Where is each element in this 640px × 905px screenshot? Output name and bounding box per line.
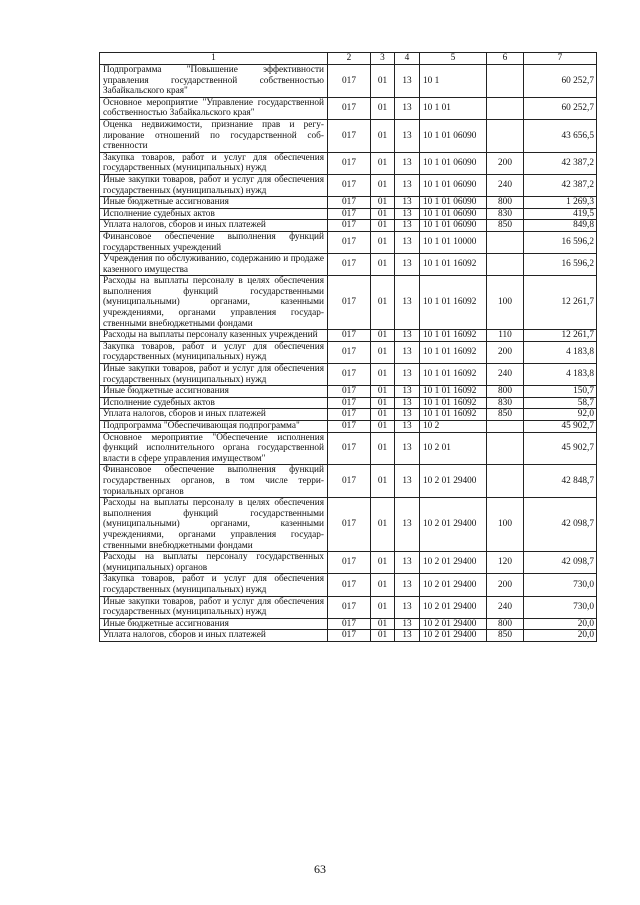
expense-type-cell <box>487 421 524 433</box>
subsection-code-cell: 13 <box>395 364 420 386</box>
target-article-cell: 10 1 01 06090 <box>420 220 487 232</box>
table-row <box>100 386 597 398</box>
section-code-cell: 01 <box>371 119 395 152</box>
expense-type-cell: 850 <box>487 409 524 421</box>
subsection-code-cell: 13 <box>395 197 420 209</box>
target-article-cell: 10 1 <box>420 65 487 98</box>
section-code-cell: 01 <box>371 574 395 596</box>
amount-cell: 16 596,2 <box>524 254 597 276</box>
amount-cell: 42 387,2 <box>524 174 597 196</box>
expense-type-cell: 100 <box>487 276 524 330</box>
expense-name-cell: Оценка недвижимости, признание прав и регулирование отношений по государственной собственности <box>100 119 328 152</box>
expense-name-cell: Расходы на выплаты персоналу государственных (муниципальных) органов <box>100 552 328 574</box>
expense-name-cell: Основное мероприятие "Обеспечение исполнения функций исполнительного органа государственной власти в сфере управления имуществом" <box>100 432 328 465</box>
subsection-code-cell: 13 <box>395 421 420 433</box>
amount-cell: 12 261,7 <box>524 330 597 342</box>
column-header: 5 <box>420 53 487 65</box>
ministry-code-cell: 017 <box>328 397 371 409</box>
subsection-code-cell: 13 <box>395 596 420 618</box>
amount-cell: 92,0 <box>524 409 597 421</box>
target-article-cell: 10 2 01 29400 <box>420 630 487 642</box>
ministry-code-cell: 017 <box>328 119 371 152</box>
subsection-code-cell: 13 <box>395 465 420 498</box>
expense-type-cell: 850 <box>487 220 524 232</box>
expense-name-cell: Иные бюджетные ассигнования <box>100 618 328 630</box>
subsection-code-cell: 13 <box>395 152 420 174</box>
amount-cell: 20,0 <box>524 630 597 642</box>
table-row <box>100 618 597 630</box>
target-article-cell: 10 1 01 10000 <box>420 231 487 253</box>
ministry-code-cell: 017 <box>328 254 371 276</box>
expense-name-cell: Иные закупки товаров, работ и услуг для обеспечения государственных (муниципальных) нужд <box>100 596 328 618</box>
table-row <box>100 220 597 232</box>
subsection-code-cell: 13 <box>395 341 420 363</box>
expense-type-cell <box>487 432 524 465</box>
expense-type-cell: 830 <box>487 397 524 409</box>
expense-name-cell: Иные закупки товаров, работ и услуг для обеспечения государственных (муниципальных) нужд <box>100 364 328 386</box>
section-code-cell: 01 <box>371 409 395 421</box>
amount-cell: 42 848,7 <box>524 465 597 498</box>
target-article-cell: 10 1 01 06090 <box>420 119 487 152</box>
subsection-code-cell: 13 <box>395 574 420 596</box>
table-row <box>100 208 597 220</box>
amount-cell: 58,7 <box>524 397 597 409</box>
expense-type-cell <box>487 254 524 276</box>
table-row <box>100 330 597 342</box>
target-article-cell: 10 2 01 29400 <box>420 596 487 618</box>
expense-type-cell: 800 <box>487 197 524 209</box>
subsection-code-cell: 13 <box>395 231 420 253</box>
amount-cell: 150,7 <box>524 386 597 398</box>
subsection-code-cell: 13 <box>395 498 420 552</box>
table-row <box>100 397 597 409</box>
section-code-cell: 01 <box>371 341 395 363</box>
table-row <box>100 152 597 174</box>
target-article-cell: 10 1 01 06090 <box>420 152 487 174</box>
ministry-code-cell: 017 <box>328 208 371 220</box>
section-code-cell: 01 <box>371 364 395 386</box>
section-code-cell: 01 <box>371 432 395 465</box>
expense-name-cell: Закупка товаров, работ и услуг для обеспечения государственных (муниципальных) нужд <box>100 574 328 596</box>
expense-name-cell: Финансовое обеспечение выполнения функций государственных органов, в том числе территориальных органов <box>100 465 328 498</box>
expense-name-cell: Уплата налогов, сборов и иных платежей <box>100 220 328 232</box>
expense-name-cell: Исполнение судебных актов <box>100 397 328 409</box>
expense-type-cell <box>487 465 524 498</box>
column-header: 7 <box>524 53 597 65</box>
table-row <box>100 65 597 98</box>
subsection-code-cell: 13 <box>395 432 420 465</box>
expense-type-cell: 110 <box>487 330 524 342</box>
ministry-code-cell: 017 <box>328 364 371 386</box>
table-row <box>100 276 597 330</box>
amount-cell: 20,0 <box>524 618 597 630</box>
ministry-code-cell: 017 <box>328 552 371 574</box>
subsection-code-cell: 13 <box>395 208 420 220</box>
amount-cell: 42 387,2 <box>524 152 597 174</box>
amount-cell: 16 596,2 <box>524 231 597 253</box>
amount-cell: 4 183,8 <box>524 341 597 363</box>
ministry-code-cell: 017 <box>328 65 371 98</box>
expense-name-cell: Иные закупки товаров, работ и услуг для обеспечения государственных (муниципальных) нужд <box>100 174 328 196</box>
section-code-cell: 01 <box>371 152 395 174</box>
section-code-cell: 01 <box>371 208 395 220</box>
subsection-code-cell: 13 <box>395 97 420 119</box>
section-code-cell: 01 <box>371 630 395 642</box>
subsection-code-cell: 13 <box>395 174 420 196</box>
expense-name-cell: Подпрограмма "Обеспечивающая подпрограмма" <box>100 421 328 433</box>
section-code-cell: 01 <box>371 220 395 232</box>
subsection-code-cell: 13 <box>395 65 420 98</box>
subsection-code-cell: 13 <box>395 397 420 409</box>
expense-type-cell: 200 <box>487 574 524 596</box>
ministry-code-cell: 017 <box>328 276 371 330</box>
expense-name-cell: Подпрограмма "Повышение эффективности управления государственной собственностью Забайкальского края" <box>100 65 328 98</box>
amount-cell: 730,0 <box>524 574 597 596</box>
section-code-cell: 01 <box>371 97 395 119</box>
ministry-code-cell: 017 <box>328 97 371 119</box>
subsection-code-cell: 13 <box>395 409 420 421</box>
target-article-cell: 10 1 01 16092 <box>420 254 487 276</box>
table-row <box>100 465 597 498</box>
column-header: 1 <box>100 53 328 65</box>
target-article-cell: 10 1 01 16092 <box>420 276 487 330</box>
expense-type-cell <box>487 97 524 119</box>
expense-name-cell: Основное мероприятие "Управление государственной собственностью Забайкальского края" <box>100 97 328 119</box>
expense-type-cell: 240 <box>487 596 524 618</box>
subsection-code-cell: 13 <box>395 119 420 152</box>
ministry-code-cell: 017 <box>328 231 371 253</box>
table-row <box>100 174 597 196</box>
target-article-cell: 10 1 01 16092 <box>420 364 487 386</box>
ministry-code-cell: 017 <box>328 386 371 398</box>
table-row <box>100 119 597 152</box>
table-row <box>100 341 597 363</box>
expense-type-cell: 850 <box>487 630 524 642</box>
expense-type-cell: 240 <box>487 364 524 386</box>
ministry-code-cell: 017 <box>328 421 371 433</box>
ministry-code-cell: 017 <box>328 330 371 342</box>
expense-name-cell: Расходы на выплаты персоналу казенных учреждений <box>100 330 328 342</box>
expense-type-cell: 800 <box>487 386 524 398</box>
ministry-code-cell: 017 <box>328 174 371 196</box>
section-code-cell: 01 <box>371 552 395 574</box>
section-code-cell: 01 <box>371 231 395 253</box>
target-article-cell: 10 1 01 16092 <box>420 397 487 409</box>
table-row <box>100 197 597 209</box>
target-article-cell: 10 1 01 16092 <box>420 330 487 342</box>
target-article-cell: 10 2 01 <box>420 432 487 465</box>
section-code-cell: 01 <box>371 397 395 409</box>
section-code-cell: 01 <box>371 386 395 398</box>
table-row <box>100 409 597 421</box>
expense-type-cell: 800 <box>487 618 524 630</box>
expense-type-cell: 120 <box>487 552 524 574</box>
expense-name-cell: Иные бюджетные ассигнования <box>100 197 328 209</box>
column-header: 2 <box>328 53 371 65</box>
header-row <box>100 53 597 65</box>
expense-type-cell <box>487 231 524 253</box>
table-row <box>100 498 597 552</box>
column-header: 6 <box>487 53 524 65</box>
expense-name-cell: Финансовое обеспечение выполнения функций государственных учреждений <box>100 231 328 253</box>
subsection-code-cell: 13 <box>395 618 420 630</box>
ministry-code-cell: 017 <box>328 618 371 630</box>
expense-name-cell: Закупка товаров, работ и услуг для обеспечения государственных (муниципальных) нужд <box>100 341 328 363</box>
table-body <box>100 65 597 642</box>
column-header: 4 <box>395 53 420 65</box>
table-row <box>100 574 597 596</box>
table-row <box>100 97 597 119</box>
amount-cell: 4 183,8 <box>524 364 597 386</box>
ministry-code-cell: 017 <box>328 432 371 465</box>
table-row <box>100 432 597 465</box>
target-article-cell: 10 1 01 16092 <box>420 341 487 363</box>
amount-cell: 42 098,7 <box>524 552 597 574</box>
ministry-code-cell: 017 <box>328 409 371 421</box>
ministry-code-cell: 017 <box>328 341 371 363</box>
amount-cell: 45 902,7 <box>524 421 597 433</box>
page-number: 63 <box>314 862 326 876</box>
section-code-cell: 01 <box>371 618 395 630</box>
section-code-cell: 01 <box>371 254 395 276</box>
section-code-cell: 01 <box>371 276 395 330</box>
table-row <box>100 231 597 253</box>
amount-cell: 419,5 <box>524 208 597 220</box>
section-code-cell: 01 <box>371 498 395 552</box>
ministry-code-cell: 017 <box>328 197 371 209</box>
section-code-cell: 01 <box>371 465 395 498</box>
expense-type-cell: 200 <box>487 341 524 363</box>
table-row <box>100 421 597 433</box>
target-article-cell: 10 2 01 29400 <box>420 574 487 596</box>
target-article-cell: 10 1 01 16092 <box>420 386 487 398</box>
expense-name-cell: Учреждения по обслуживанию, содержанию и продаже казенного имущества <box>100 254 328 276</box>
ministry-code-cell: 017 <box>328 152 371 174</box>
table-row <box>100 364 597 386</box>
target-article-cell: 10 2 01 29400 <box>420 498 487 552</box>
target-article-cell: 10 1 01 06090 <box>420 197 487 209</box>
expense-type-cell <box>487 65 524 98</box>
target-article-cell: 10 2 <box>420 421 487 433</box>
expense-type-cell: 100 <box>487 498 524 552</box>
subsection-code-cell: 13 <box>395 330 420 342</box>
section-code-cell: 01 <box>371 174 395 196</box>
expense-type-cell: 240 <box>487 174 524 196</box>
subsection-code-cell: 13 <box>395 254 420 276</box>
ministry-code-cell: 017 <box>328 630 371 642</box>
expense-type-cell: 200 <box>487 152 524 174</box>
target-article-cell: 10 2 01 29400 <box>420 552 487 574</box>
section-code-cell: 01 <box>371 596 395 618</box>
target-article-cell: 10 2 01 29400 <box>420 618 487 630</box>
expense-name-cell: Иные бюджетные ассигнования <box>100 386 328 398</box>
subsection-code-cell: 13 <box>395 386 420 398</box>
ministry-code-cell: 017 <box>328 596 371 618</box>
table-row <box>100 630 597 642</box>
expense-name-cell: Исполнение судебных актов <box>100 208 328 220</box>
table-row <box>100 596 597 618</box>
expense-name-cell: Закупка товаров, работ и услуг для обеспечения государственных (муниципальных) нужд <box>100 152 328 174</box>
target-article-cell: 10 1 01 06090 <box>420 208 487 220</box>
expense-name-cell: Уплата налогов, сборов и иных платежей <box>100 409 328 421</box>
amount-cell: 1 269,3 <box>524 197 597 209</box>
expense-name-cell: Расходы на выплаты персоналу в целях обеспечения выполнения функций государственными (муниципальными) органами, казенными учреждениями, органами управления государственными внебюджетными фондами <box>100 276 328 330</box>
amount-cell: 849,8 <box>524 220 597 232</box>
expense-type-cell <box>487 119 524 152</box>
expense-name-cell: Уплата налогов, сборов и иных платежей <box>100 630 328 642</box>
ministry-code-cell: 017 <box>328 574 371 596</box>
table-row <box>100 552 597 574</box>
ministry-code-cell: 017 <box>328 498 371 552</box>
subsection-code-cell: 13 <box>395 276 420 330</box>
section-code-cell: 01 <box>371 197 395 209</box>
amount-cell: 43 656,5 <box>524 119 597 152</box>
amount-cell: 730,0 <box>524 596 597 618</box>
amount-cell: 60 252,7 <box>524 97 597 119</box>
target-article-cell: 10 1 01 16092 <box>420 409 487 421</box>
target-article-cell: 10 1 01 06090 <box>420 174 487 196</box>
section-code-cell: 01 <box>371 330 395 342</box>
target-article-cell: 10 1 01 <box>420 97 487 119</box>
section-code-cell: 01 <box>371 65 395 98</box>
ministry-code-cell: 017 <box>328 465 371 498</box>
amount-cell: 12 261,7 <box>524 276 597 330</box>
amount-cell: 45 902,7 <box>524 432 597 465</box>
target-article-cell: 10 2 01 29400 <box>420 465 487 498</box>
section-code-cell: 01 <box>371 421 395 433</box>
subsection-code-cell: 13 <box>395 552 420 574</box>
ministry-code-cell: 017 <box>328 220 371 232</box>
table-row <box>100 254 597 276</box>
amount-cell: 42 098,7 <box>524 498 597 552</box>
column-header: 3 <box>371 53 395 65</box>
expense-name-cell: Расходы на выплаты персоналу в целях обеспечения выполнения функций государственными (муниципальными) органами, казенными учреждениями, органами управления государственными внебюджетными фондами <box>100 498 328 552</box>
subsection-code-cell: 13 <box>395 220 420 232</box>
expense-type-cell: 830 <box>487 208 524 220</box>
budget-table <box>99 52 597 642</box>
amount-cell: 60 252,7 <box>524 65 597 98</box>
subsection-code-cell: 13 <box>395 630 420 642</box>
